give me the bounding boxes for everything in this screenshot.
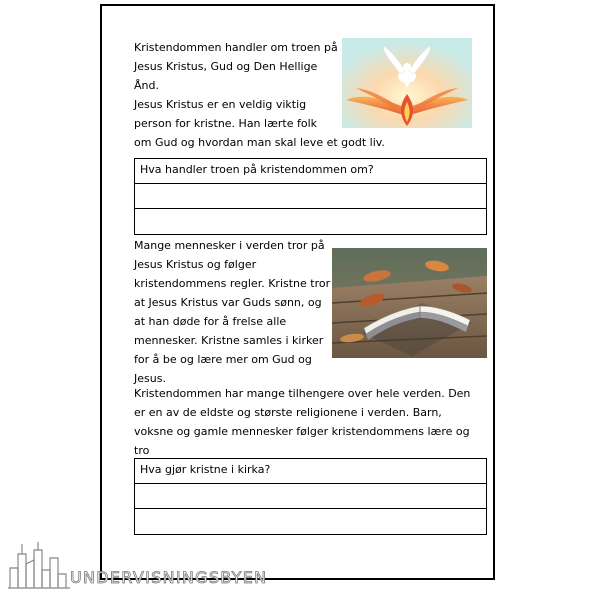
question-2-prompt: Hva gjør kristne i kirka? xyxy=(135,459,486,484)
brand-logo xyxy=(8,540,308,595)
city-skyline-icon xyxy=(8,540,72,590)
question-1-answer-line[interactable] xyxy=(135,209,486,234)
question-2-answer-line[interactable] xyxy=(135,509,486,534)
question-2-answer-line[interactable] xyxy=(135,484,486,509)
open-bible-on-bench-icon xyxy=(332,248,487,358)
worksheet-page xyxy=(100,4,495,580)
person-paragraph: Jesus Kristus er en veldig viktig person for kristne. Han lærte folk om Gud og hvordan man skal leve et godt liv. xyxy=(134,98,385,149)
question-1-answer-line[interactable] xyxy=(135,184,486,209)
intro-paragraph: Kristendommen handler om troen på Jesus Kristus, Gud og Den Hellige Ånd. xyxy=(134,41,338,92)
question-1-prompt: Hva handler troen på kristendommen om? xyxy=(135,159,486,184)
question-2-box xyxy=(134,458,487,535)
belief-paragraph: Mange mennesker i verden tror på Jesus Kristus og følger kristendommens regler. Kristne tror at Jesus Kristus var Guds sønn, og at han døde for å frelse alle mennesker. Kristne samles i kirker for å be og lære mer om Gud og Jesus. xyxy=(134,239,331,385)
question-1-box xyxy=(134,158,487,235)
followers-paragraph: Kristendommen har mange tilhengere over hele verden. Den er en av de eldste og største religionene i verden. Barn, voksne og gamle mennesker følger kristendommens lære og tro xyxy=(134,387,471,457)
brand-name: UNDERVISNINGSBYEN xyxy=(70,568,268,587)
